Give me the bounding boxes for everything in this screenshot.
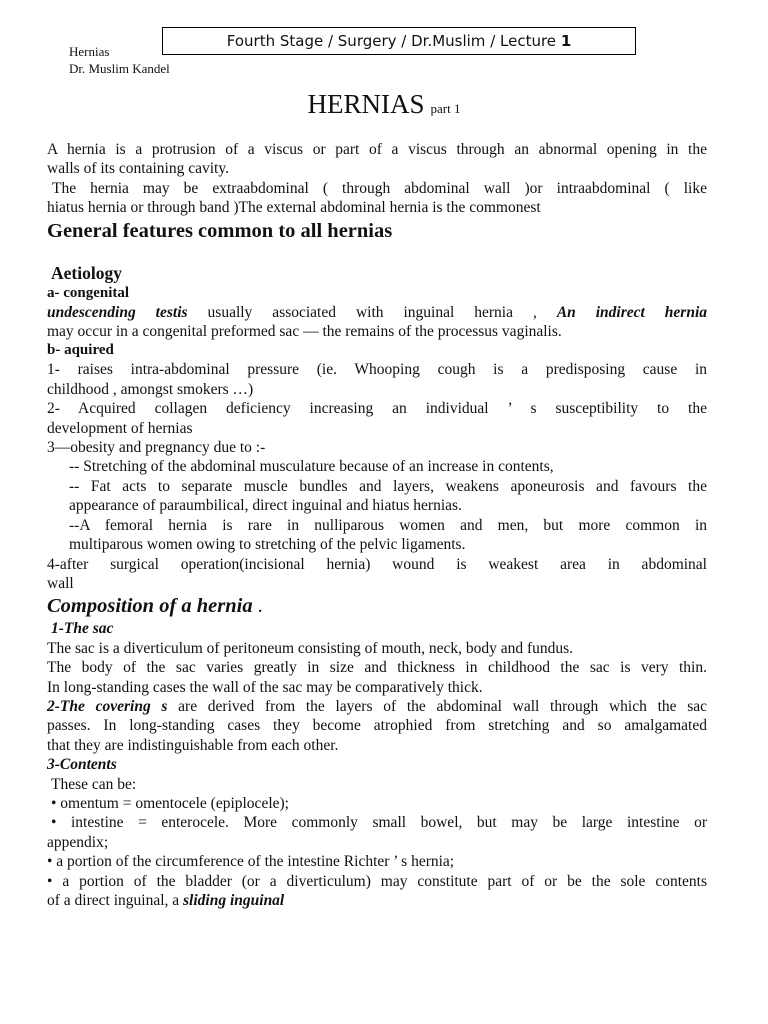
coverings-line (47, 697, 707, 716)
subheading-coverings: 2-The covering s (47, 697, 168, 715)
aquired-item-3-sub: -- Stretching of the abdominal musculature because of an increase in contents, (69, 458, 554, 476)
intro-line: hiatus hernia or through band )The external abdominal hernia is the commonest (47, 199, 541, 217)
contents-bullet: • intestine = enterocele. More commonly small bowel, but may be large intestine or (51, 814, 707, 832)
lecture-number: 1 (560, 32, 572, 50)
lecture-header-text: Fourth Stage / Surgery / Dr.Muslim / Lecture (226, 32, 561, 50)
aquired-item-4: 4-after surgical operation(incisional hernia) wound is weakest area in abdominal (47, 555, 707, 573)
composition-heading-text: Composition of a hernia (47, 595, 253, 618)
contents-bullet-cont: appendix; (47, 833, 109, 851)
lecture-header-box (162, 27, 636, 55)
aquired-item-2-cont: development of hernias (47, 419, 193, 437)
aquired-item-3-sub-cont: multiparous women owing to stretching of the pelvic ligaments. (69, 536, 466, 554)
contents-bullet: • omentum = omentocele (epiplocele); (51, 794, 289, 812)
aquired-item-3-sub: --A femoral hernia is rare in nulliparous women and men, but more common in (69, 516, 707, 534)
section-heading-composition (47, 593, 707, 619)
subheading-sac: 1-The sac (51, 620, 114, 638)
subheading-contents: 3-Contents (47, 756, 117, 774)
aquired-item-1: 1- raises intra-abdominal pressure (ie. Whooping cough is a predisposing cause in (47, 361, 707, 379)
sac-line: The body of the sac varies greatly in size and thickness in childhood the sac is very thin. (47, 659, 707, 677)
aquired-item-3-sub: -- Fat acts to separate muscle bundles and layers, weakens aponeurosis and favours the (69, 477, 707, 495)
term-indirect-hernia: An indirect hernia (556, 303, 708, 321)
aquired-item-2: 2- Acquired collagen deficiency increasing an individual ’ s susceptibility to the (47, 400, 707, 418)
contents-bullet: • a portion of the bladder (or a diverticulum) may constitute part of or be the sole contents (47, 872, 707, 890)
congenital-line: may occur in a congenital preformed sac — the remains of the processus vaginalis. (47, 323, 562, 341)
running-header (69, 43, 170, 77)
header-author: Dr. Muslim Kandel (69, 61, 170, 76)
aquired-item-1-cont: childhood , amongst smokers …) (47, 380, 254, 398)
subheading-aetiology: Aetiology (51, 262, 122, 283)
intro-line: walls of its containing cavity. (47, 160, 229, 178)
intro-line: A hernia is a protrusion of a viscus or part of a viscus through an abnormal opening in the (47, 141, 707, 158)
contents-intro: These can be: (51, 775, 137, 793)
contents-text: of a direct inguinal, a (47, 892, 180, 909)
document-body (47, 140, 707, 910)
term-undescending-testis: undescending testis (47, 303, 188, 321)
composition-heading-dot: . (252, 595, 263, 618)
coverings-line: passes. In long-standing cases they become atrophied from stretching and so amalgamated (47, 717, 707, 735)
aquired-item-4-cont: wall (47, 574, 74, 592)
term-sliding-inguinal: sliding inguinal (183, 892, 285, 909)
coverings-text: are derived from the layers of the abdominal wall through which the sac (178, 697, 708, 715)
congenital-text: usually associated with inguinal hernia , (207, 303, 537, 321)
aquired-item-3: 3—obesity and pregnancy due to :- (47, 439, 266, 457)
header-subject: Hernias (69, 44, 110, 59)
sac-line: The sac is a diverticulum of peritoneum consisting of mouth, neck, body and fundus. (47, 639, 574, 657)
aquired-item-3-sub-cont: appearance of paraumbilical, direct inguinal and hiatus hernias. (69, 497, 462, 515)
page-title (0, 84, 768, 129)
subheading-congenital: a- congenital (47, 284, 130, 301)
title-main: HERNIAS (307, 89, 425, 119)
title-part: part 1 (430, 101, 461, 116)
congenital-line (47, 303, 707, 322)
coverings-line: that they are indistinguishable from each other. (47, 736, 339, 754)
section-heading-general: General features common to all hernias (47, 219, 393, 242)
contents-bullet-cont (47, 891, 707, 910)
intro-line: The hernia may be extraabdominal ( through abdominal wall )or intraabdominal ( like (52, 179, 707, 197)
contents-bullet: • a portion of the circumference of the intestine Richter ’ s hernia; (47, 853, 455, 871)
sac-line: In long-standing cases the wall of the sac may be comparatively thick. (47, 678, 483, 696)
subheading-aquired: b- aquired (47, 342, 114, 359)
